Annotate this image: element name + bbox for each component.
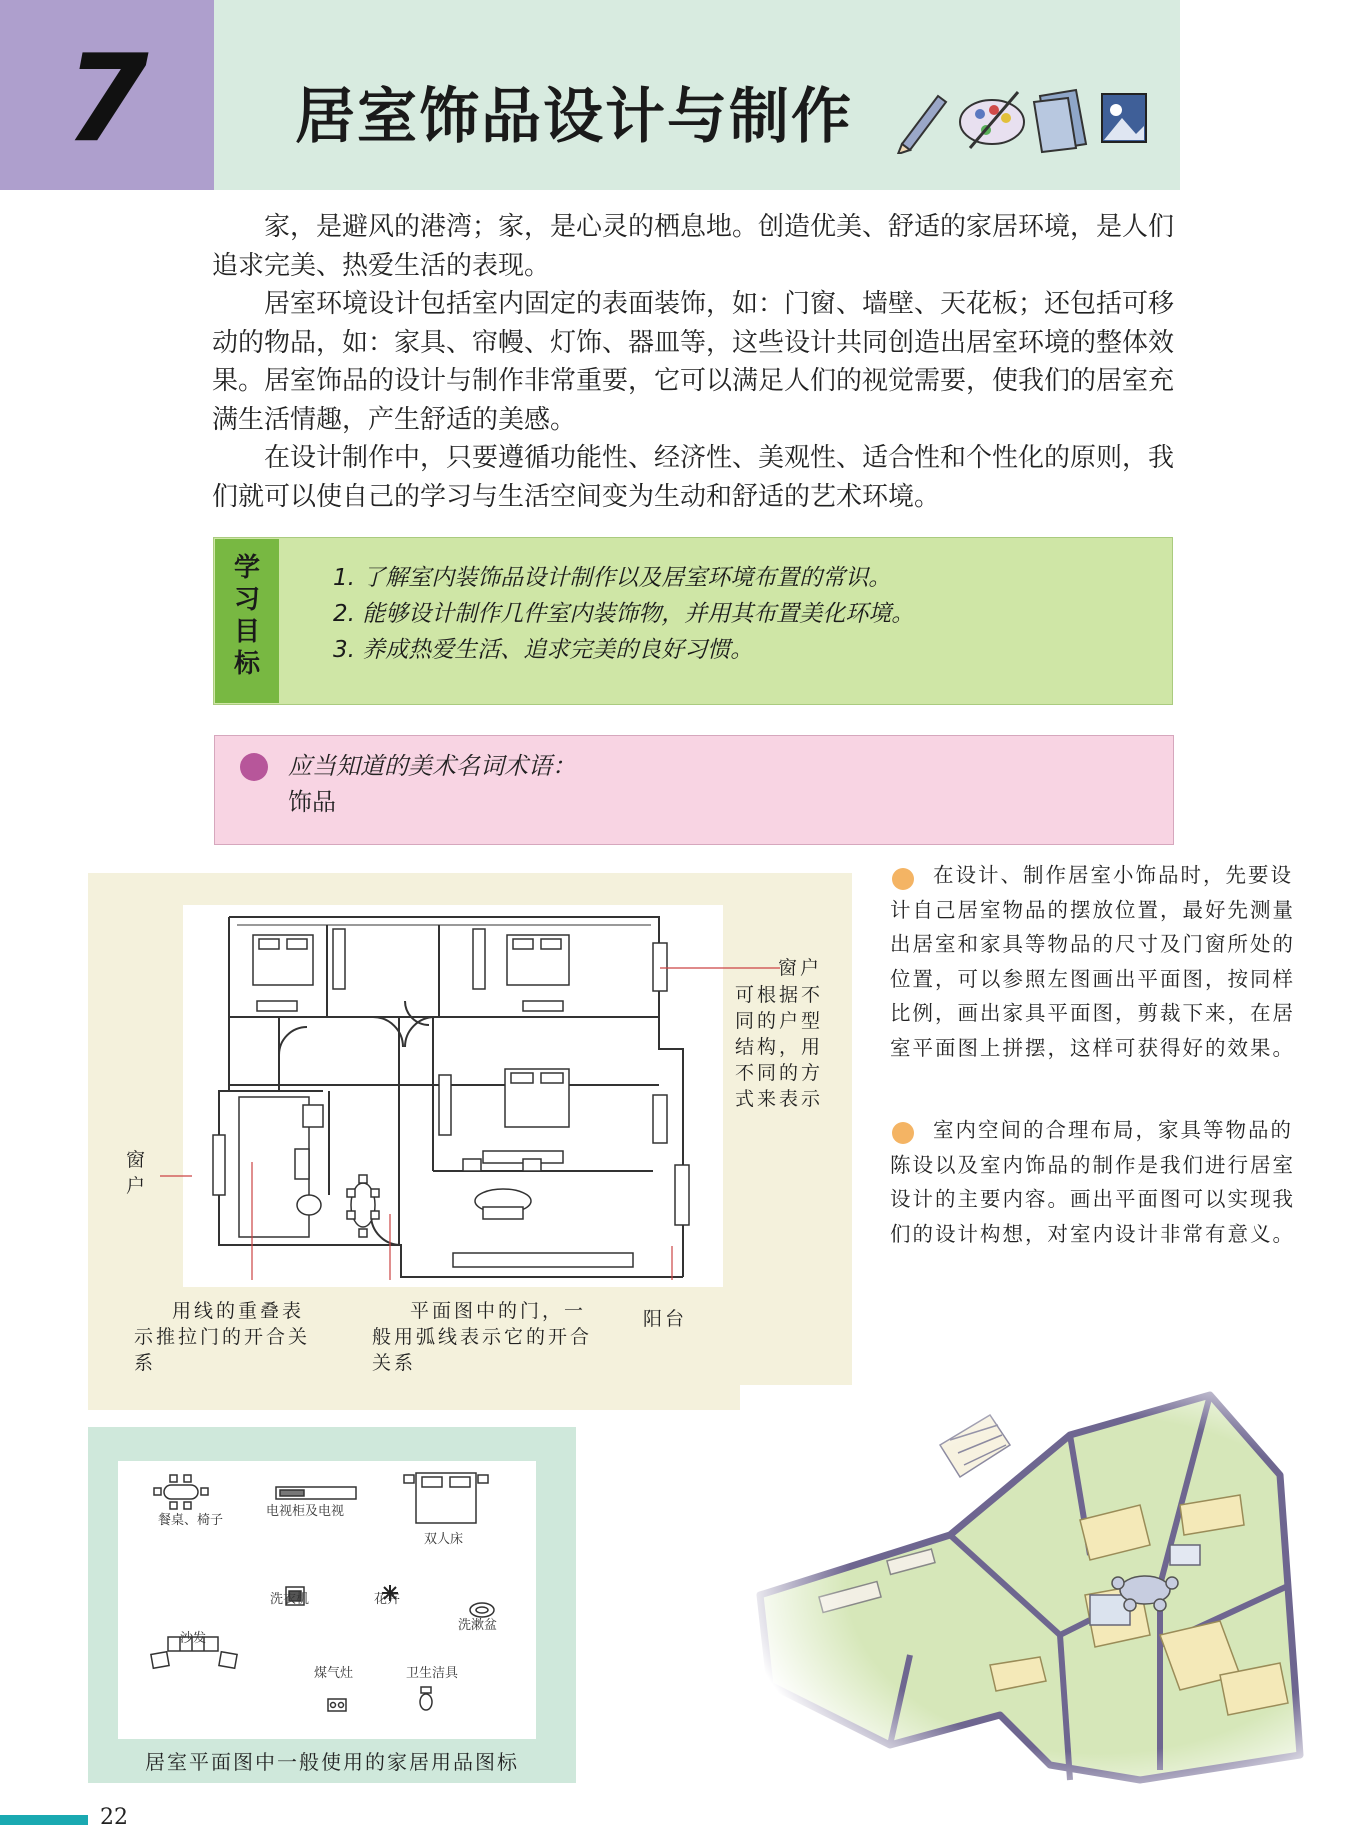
intro-paragraph-2: 居室环境设计包括室内固定的表面装饰，如：门窗、墙壁、天花板；还包括可移动的物品，如：家具、帘幔、灯饰、器皿等，这些设计共同创造出居室环境的整体效果。居室饰品的设计与制作非常重要，它可以满足人们的视觉需要，使我们的居室充满生活情趣，产生舒适的美感。 — [212, 289, 1175, 435]
objective-item: 2. 能够设计制作几件室内装饰物，并用其布置美化环境。 — [333, 601, 915, 627]
paper-icon — [1034, 90, 1086, 152]
legend-flower: 花卉 — [374, 1592, 401, 1607]
objectives-tab-char: 学 — [233, 553, 260, 583]
dining-icon — [154, 1475, 208, 1509]
image-icon — [1102, 94, 1146, 142]
terms-item: 饰品 — [288, 788, 336, 816]
side-paragraph-2 — [890, 1113, 1300, 1251]
objective-item: 3. 养成热爱生活、追求完美的良好习惯。 — [333, 637, 754, 663]
objectives-tab-char: 习 — [233, 585, 260, 615]
side-paragraph-1 — [890, 858, 1300, 1065]
label-door-arc: 平面图中的门，一般用弧线表示它的开合关系 — [372, 1300, 593, 1374]
objectives-tab-char: 目 — [233, 617, 260, 647]
legend-washer: 洗衣机 — [270, 1592, 310, 1607]
objectives-list — [333, 560, 914, 668]
page-title: 居室饰品设计与制作 — [295, 82, 853, 152]
footer-bar — [0, 1815, 88, 1825]
legend-caption: 居室平面图中一般使用的家居用品图标 — [145, 1750, 519, 1774]
objectives-tab-text — [215, 552, 279, 680]
objective-item: 1. 了解室内装饰品设计制作以及居室环境布置的常识。 — [333, 565, 892, 591]
label-sliding-door: 用线的重叠表示推拉门的开合关系 — [134, 1300, 311, 1374]
terms-bullet — [240, 753, 268, 781]
label-balcony: 阳台 — [643, 1308, 688, 1330]
legend-tv: 电视柜及电视 — [266, 1504, 345, 1519]
legend-sofa: 沙发 — [180, 1631, 207, 1646]
label-window-left: 窗户 — [126, 1149, 149, 1197]
header-icons — [890, 84, 1150, 154]
bed-icon — [404, 1473, 488, 1523]
intro-text — [212, 208, 1184, 516]
note-window: 可根据不同的户型结构，用不同的方式来表示 — [735, 984, 824, 1110]
objectives-tab-label — [215, 552, 279, 680]
intro-paragraph-3: 在设计制作中，只要遵循功能性、经济性、美观性、适合性和个性化的原则，我们就可以使自己的学习与生活空间变为生动和舒适的艺术环境。 — [212, 443, 1175, 512]
label-window-right: 窗户 — [778, 957, 823, 979]
tv-icon — [276, 1487, 356, 1499]
side-text-1: 在设计、制作居室小饰品时，先要设计自己居室物品的摆放位置，最好先测量出居室和家具等物品的尺寸及门窗所处的位置，可以参照左图画出平面图，按同样比例，画出家具平面图，剪裁下来，在居室平面图上拼摆，这样可获得好的效果。 — [890, 863, 1295, 1060]
page-number: 22 — [100, 1805, 128, 1830]
legend-basin: 洗漱盆 — [458, 1618, 498, 1633]
terms-heading: 应当知道的美术名词术语： — [288, 752, 576, 780]
room-model-3d-image — [740, 1385, 1340, 1785]
objectives-tab-char: 标 — [233, 649, 260, 679]
legend-stove: 煤气灶 — [314, 1666, 354, 1681]
side-text-2: 室内空间的合理布局，家具等物品的陈设以及室内饰品的制作是我们进行居室设计的主要内容。画出平面图可以实现我们的设计构想，对室内设计非常有意义。 — [890, 1118, 1295, 1246]
stove-icon — [328, 1699, 346, 1711]
chapter-number: 7 — [65, 30, 149, 169]
palette-icon — [960, 92, 1024, 148]
legend-bed: 双人床 — [424, 1532, 464, 1547]
legend-toilet: 卫生洁具 — [406, 1666, 459, 1681]
legend-dining: 餐桌、椅子 — [158, 1513, 224, 1528]
pencil-icon — [898, 96, 946, 154]
toilet-icon — [420, 1687, 432, 1710]
intro-paragraph-1: 家，是避风的港湾；家，是心灵的栖息地。创造优美、舒适的家居环境，是人们追求完美、热爱生活的表现。 — [212, 212, 1175, 281]
